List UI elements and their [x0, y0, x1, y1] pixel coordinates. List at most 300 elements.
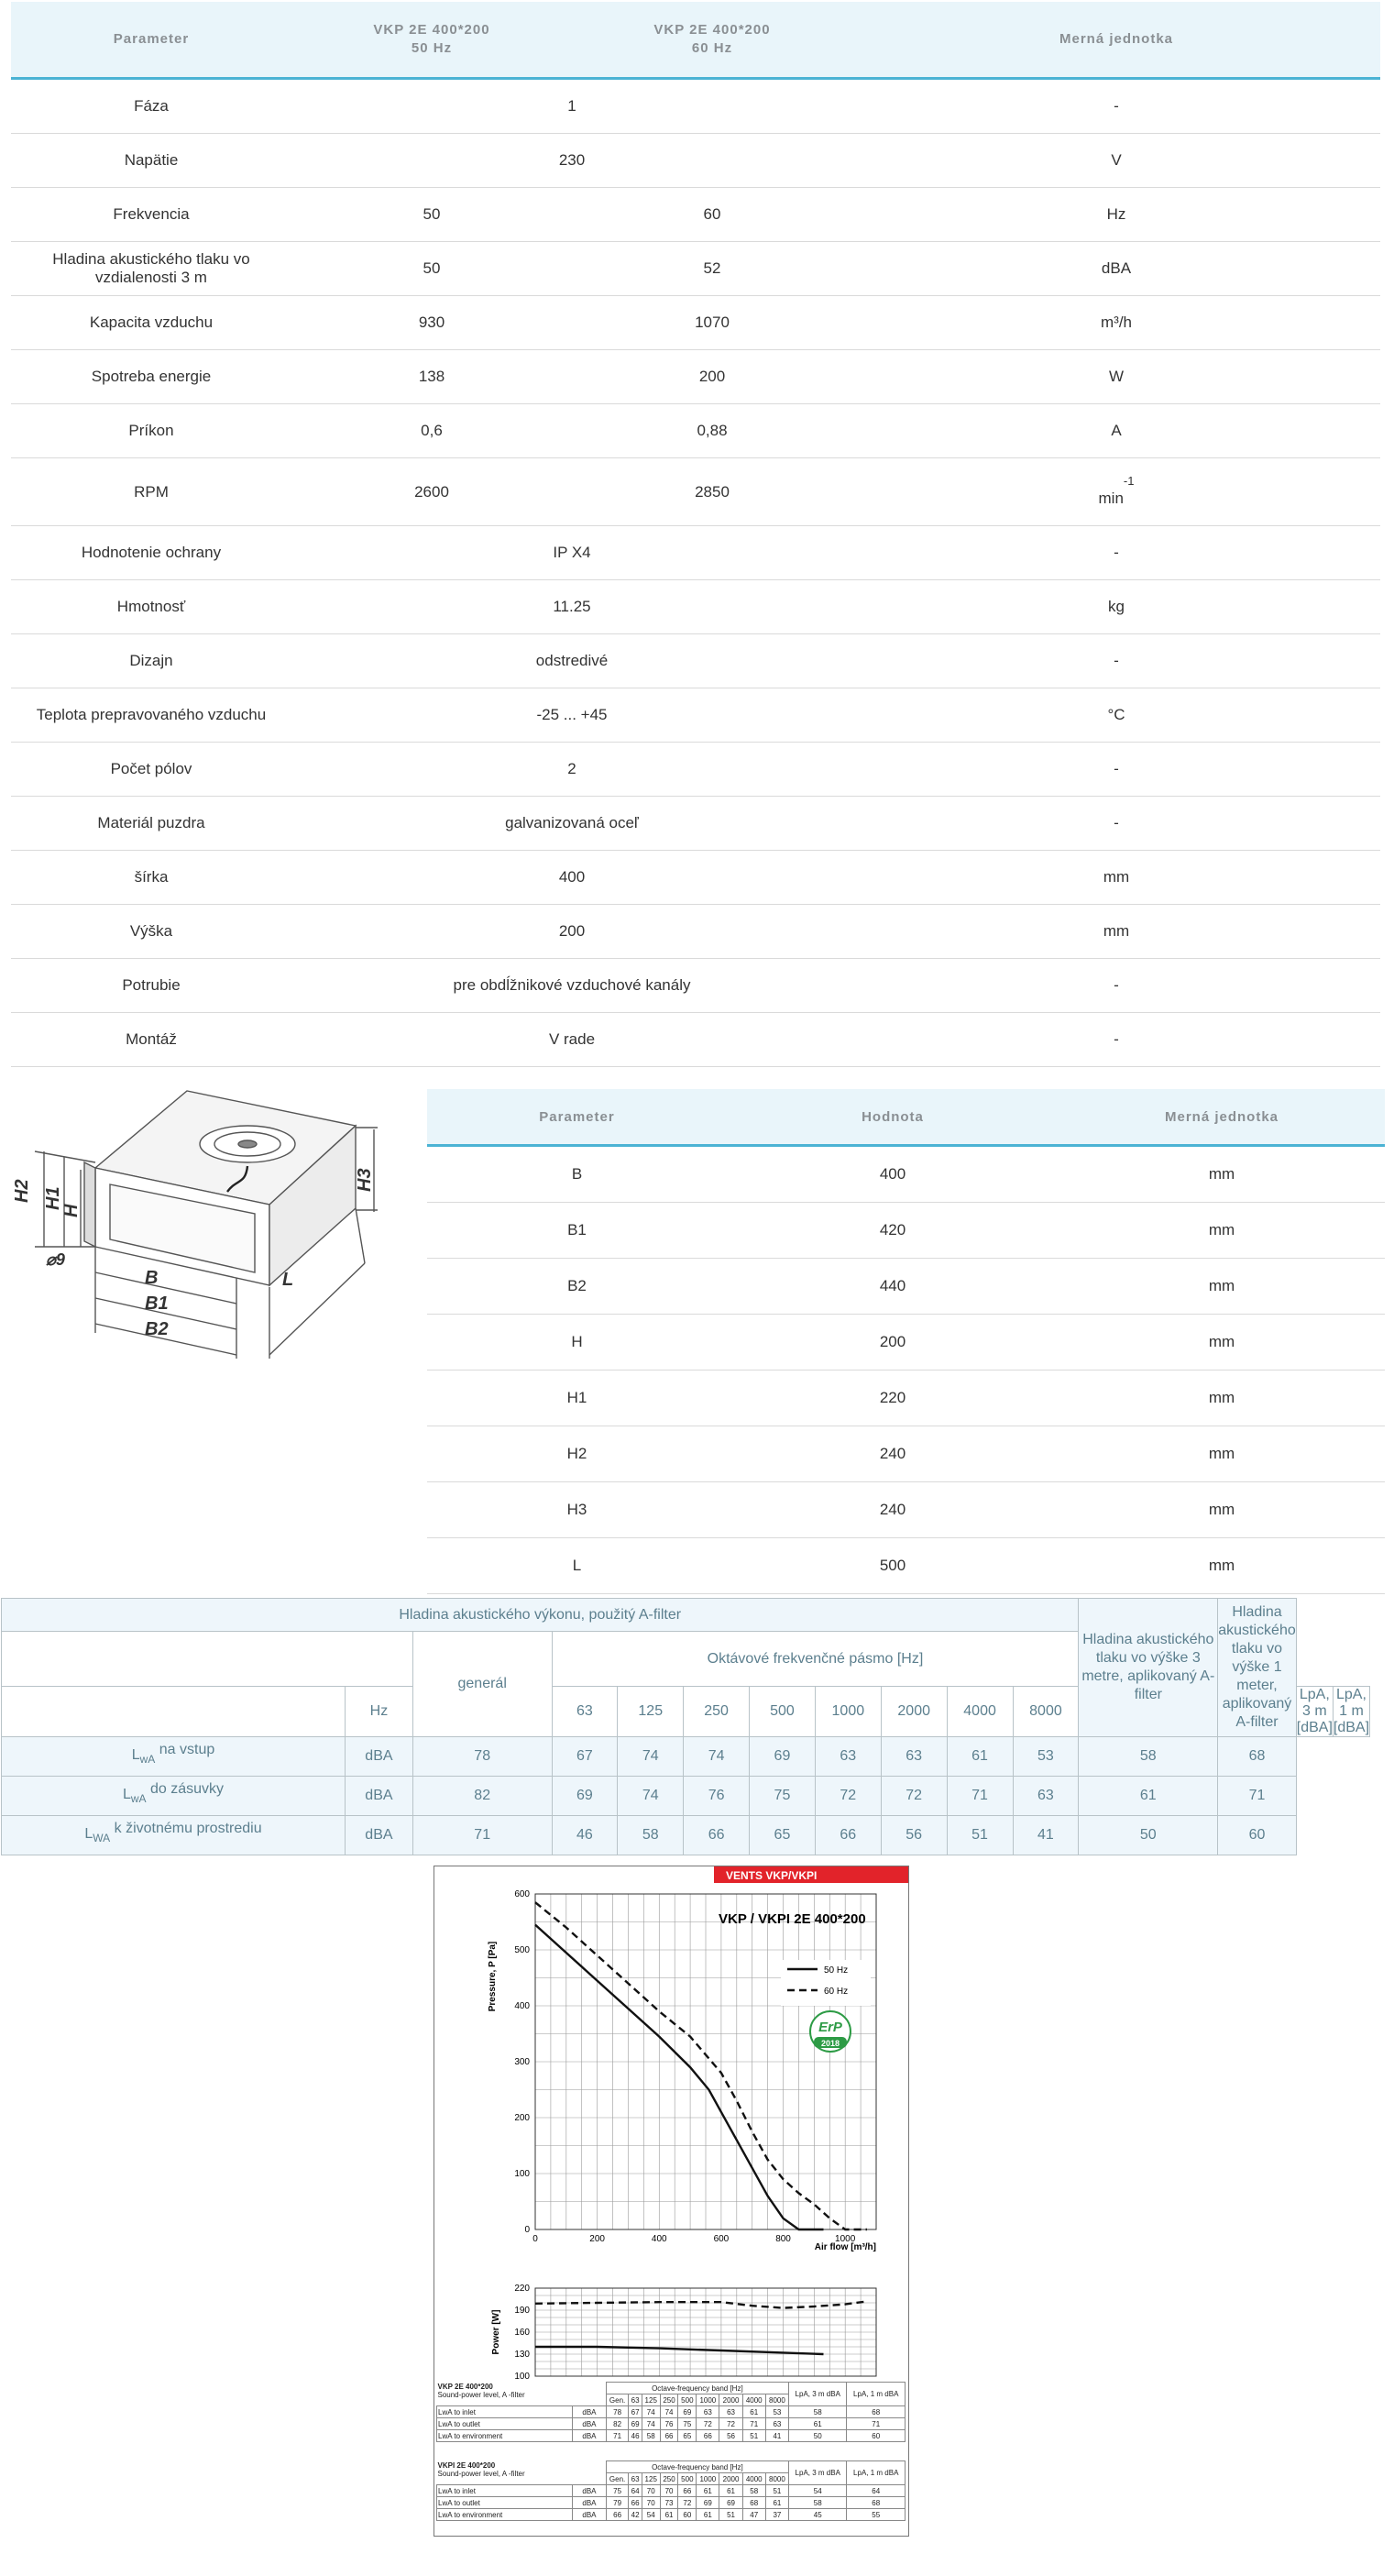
spec-value: 1	[291, 79, 852, 134]
spec-row	[11, 959, 1380, 1013]
dims-unit: mm	[1059, 1146, 1385, 1203]
mini-value: 61	[719, 2485, 742, 2497]
spec-row	[11, 634, 1380, 688]
acoustic-L: L	[131, 1746, 140, 1763]
power-axis-label: Power [W]	[491, 2309, 501, 2355]
spec-unit	[852, 905, 1380, 959]
mini-title	[437, 2383, 607, 2406]
spec-row	[11, 688, 1380, 743]
acoustic-lpa1-title: Hladina akustického tlaku vo výške 1 meter, aplikovaný A-filter	[1218, 1599, 1297, 1737]
acoustic-L-sub: WA	[93, 1832, 111, 1845]
series-line-60hz	[535, 1902, 867, 2229]
dims-unit: mm	[1059, 1426, 1385, 1482]
dims-row	[427, 1371, 1385, 1426]
acoustic-lpa1: 68	[1218, 1737, 1297, 1777]
mini-value: 82	[606, 2418, 629, 2430]
mini-value: 61	[742, 2406, 765, 2418]
mini-band: 8000	[765, 2473, 788, 2485]
spec-unit	[852, 797, 1380, 851]
mini-row-label: LwA to environment	[437, 2430, 573, 2442]
acoustic-band-value: 53	[1013, 1737, 1079, 1777]
mini-row-unit: dBA	[573, 2509, 607, 2521]
acoustic-lpa3-title: Hladina akustického tlaku vo výške 3 metre, aplikovaný A-filter	[1079, 1599, 1218, 1737]
acoustic-lpa3: 58	[1079, 1737, 1218, 1777]
spec-row	[11, 404, 1380, 458]
acoustic-band-value: 72	[815, 1777, 881, 1816]
mini-value: 63	[697, 2406, 719, 2418]
label-l: L	[282, 1270, 294, 1290]
spec-row	[11, 350, 1380, 404]
spec-value-60hz: 2850	[572, 458, 852, 526]
mini-row-label: LwA to inlet	[437, 2406, 573, 2418]
acoustic-row	[2, 1816, 1370, 1855]
dims-parameter: H2	[427, 1426, 727, 1482]
acoustic-band-value: 69	[750, 1737, 816, 1777]
mini-value: 51	[742, 2430, 765, 2442]
mini-value: 51	[765, 2485, 788, 2497]
mini-band: 500	[678, 2473, 697, 2485]
acoustic-band-header: 500	[750, 1687, 816, 1737]
acoustic-band-value: 46	[552, 1816, 618, 1855]
label-h3: H3	[355, 1168, 375, 1192]
mini-value: 70	[642, 2485, 660, 2497]
acoustic-generic: 71	[412, 1816, 552, 1855]
mini-value: 60	[678, 2509, 697, 2521]
dims-value: 400	[727, 1146, 1059, 1203]
dims-value: 240	[727, 1426, 1059, 1482]
spec-unit	[852, 851, 1380, 905]
mini-value: 71	[847, 2418, 906, 2430]
mini-value: 45	[789, 2509, 847, 2521]
mini-value: 71	[606, 2430, 629, 2442]
spec-value: V rade	[291, 1013, 852, 1067]
mini-row-unit: dBA	[573, 2485, 607, 2497]
mini-value: 74	[642, 2406, 660, 2418]
dims-parameter: H1	[427, 1371, 727, 1426]
mini-band: 8000	[765, 2394, 788, 2406]
mini-row-label: LwA to inlet	[437, 2485, 573, 2497]
dims-header-parameter: Parameter	[427, 1089, 727, 1146]
acoustic-band-header: 8000	[1013, 1687, 1079, 1737]
y-tick-label: 500	[514, 1945, 530, 1955]
dims-value: 500	[727, 1538, 1059, 1594]
spec-unit	[852, 242, 1380, 296]
acoustic-blank	[2, 1632, 413, 1687]
acoustic-band-value: 74	[684, 1737, 750, 1777]
mini-value: 69	[697, 2497, 719, 2509]
series-line-60hz	[535, 2301, 867, 2307]
spec-value: 230	[291, 134, 852, 188]
acoustic-band-value: 72	[881, 1777, 947, 1816]
spec-unit	[852, 296, 1380, 350]
spec-unit-text: A	[1111, 422, 1122, 439]
spec-unit	[852, 188, 1380, 242]
spec-row	[11, 296, 1380, 350]
spec-value-50hz: 50	[291, 188, 572, 242]
mini-band: 2000	[719, 2394, 742, 2406]
brand-text: VENTS VKP/VKPI	[726, 1869, 818, 1882]
acoustic-band-value: 58	[618, 1816, 684, 1855]
mini-value: 64	[847, 2485, 906, 2497]
spec-value-50hz: 0,6	[291, 404, 572, 458]
series-line-50hz	[535, 1925, 824, 2229]
mini-subtitle: Sound-power level, A -filter	[437, 2469, 525, 2478]
acoustic-band-header: 1000	[815, 1687, 881, 1737]
y-tick-label: 190	[514, 2306, 530, 2316]
mini-value: 65	[678, 2430, 697, 2442]
mini-value: 54	[789, 2485, 847, 2497]
acoustic-L: L	[122, 1786, 131, 1802]
y-tick-label: 220	[514, 2284, 530, 2294]
acoustic-generic: 82	[412, 1777, 552, 1816]
mini-value: 74	[660, 2406, 678, 2418]
mini-band: 1000	[697, 2473, 719, 2485]
dims-parameter: B1	[427, 1203, 727, 1259]
mini-octave-title: Octave-frequency band [Hz]	[606, 2461, 788, 2473]
spec-value: IP X4	[291, 526, 852, 580]
spec-label: Frekvencia	[11, 188, 291, 242]
x-tick-label: 0	[532, 2234, 538, 2244]
acoustic-lpa3: 50	[1079, 1816, 1218, 1855]
acoustic-row-label	[2, 1737, 346, 1777]
spec-unit-text: °C	[1107, 706, 1125, 723]
mini-value: 72	[678, 2497, 697, 2509]
spec-value: 400	[291, 851, 852, 905]
x-tick-label: 1000	[835, 2234, 856, 2244]
mini-lpa3: LpA, 3 m dBA	[789, 2383, 847, 2406]
mini-value: 78	[606, 2406, 629, 2418]
mini-table-vkp	[436, 2382, 906, 2442]
mini-value: 66	[697, 2430, 719, 2442]
mini-value: 75	[678, 2418, 697, 2430]
mini-octave-title: Octave-frequency band [Hz]	[606, 2383, 788, 2394]
spec-header-50hz	[291, 2, 572, 79]
mini-value: 68	[847, 2406, 906, 2418]
mini-lpa1: LpA, 1 m dBA	[847, 2461, 906, 2485]
mini-row	[437, 2430, 906, 2442]
spec-unit	[852, 350, 1380, 404]
acoustic-band-value: 76	[684, 1777, 750, 1816]
spec-unit-text: dBA	[1101, 259, 1132, 277]
spec-value-60hz: 60	[572, 188, 852, 242]
dims-row	[427, 1203, 1385, 1259]
y-tick-label: 100	[514, 2169, 530, 2179]
acoustic-band-value: 61	[947, 1737, 1013, 1777]
acoustic-band-value: 66	[684, 1816, 750, 1855]
mini-value: 41	[765, 2430, 788, 2442]
dims-value: 200	[727, 1315, 1059, 1371]
mini-row-unit: dBA	[573, 2406, 607, 2418]
acoustic-band-value: 41	[1013, 1816, 1079, 1855]
spec-row	[11, 526, 1380, 580]
mini-band: 250	[660, 2394, 678, 2406]
mini-row-label: LwA to outlet	[437, 2418, 573, 2430]
x-tick-label: 600	[713, 2234, 730, 2244]
acoustic-band-value: 63	[815, 1737, 881, 1777]
spec-unit-text: -	[1114, 1030, 1119, 1048]
mini-value: 63	[765, 2418, 788, 2430]
mini-lpa3: LpA, 3 m dBA	[789, 2461, 847, 2485]
acoustic-band-value: 71	[947, 1777, 1013, 1816]
chart-0	[514, 1889, 876, 2244]
spec-label: Výška	[11, 905, 291, 959]
mini-band: 250	[660, 2473, 678, 2485]
mini-band: 2000	[719, 2473, 742, 2485]
acoustic-unit: dBA	[346, 1777, 413, 1816]
spec-row	[11, 188, 1380, 242]
erp-badge-icon	[810, 2011, 851, 2052]
spec-header-60hz	[572, 2, 852, 79]
x-tick-label: 800	[775, 2234, 791, 2244]
acoustic-band-header: 250	[684, 1687, 750, 1737]
mini-value: 61	[765, 2497, 788, 2509]
acoustic-generic: 78	[412, 1737, 552, 1777]
spec-label: šírka	[11, 851, 291, 905]
spec-row	[11, 851, 1380, 905]
dimensions-table	[427, 1089, 1385, 1594]
spec-header-unit: Merná jednotka	[852, 2, 1380, 79]
spec-unit-sup: -1	[1123, 473, 1135, 488]
acoustic-band-header: 125	[618, 1687, 684, 1737]
mini-row-label: LwA to outlet	[437, 2497, 573, 2509]
label-b2: B2	[145, 1319, 169, 1339]
acoustic-lpa3-unit: LpA, 3 m [dBA]	[1296, 1687, 1333, 1735]
acoustic-band-header: 4000	[947, 1687, 1013, 1737]
mini-value: 56	[719, 2430, 742, 2442]
spec-value-50hz: 50	[291, 242, 572, 296]
x-tick-label: 200	[589, 2234, 605, 2244]
spec-label: Hladina akustického tlaku vo vzdialenosti 3 m	[11, 242, 291, 296]
acoustic-band-value: 69	[552, 1777, 618, 1816]
dims-parameter: H	[427, 1315, 727, 1371]
x-axis-label: Air flow [m³/h]	[814, 2242, 876, 2252]
label-h1: H1	[43, 1186, 63, 1210]
mini-row	[437, 2485, 906, 2497]
spec-value: 2	[291, 743, 852, 797]
acoustic-unit: dBA	[346, 1816, 413, 1855]
mini-value: 66	[660, 2430, 678, 2442]
y-axis-label: Pressure, P [Pa]	[488, 1941, 498, 2012]
y-tick-label: 130	[514, 2350, 530, 2360]
mini-value: 79	[606, 2497, 629, 2509]
mini-band: 4000	[742, 2394, 765, 2406]
y-tick-label: 300	[514, 2057, 530, 2067]
spec-unit	[852, 580, 1380, 634]
mini-value: 55	[847, 2509, 906, 2521]
x-tick-label: 400	[651, 2234, 667, 2244]
dims-parameter: H3	[427, 1482, 727, 1538]
spec-row	[11, 242, 1380, 296]
dims-value: 240	[727, 1482, 1059, 1538]
spec-unit-text: -	[1114, 760, 1119, 777]
spec-value: -25 ... +45	[291, 688, 852, 743]
spec-label: Potrubie	[11, 959, 291, 1013]
mini-row	[437, 2406, 906, 2418]
mini-value: 58	[789, 2497, 847, 2509]
label-h2: H2	[12, 1179, 32, 1203]
mini-subtitle: Sound-power level, A -filter	[437, 2390, 525, 2399]
y-tick-label: 200	[514, 2113, 530, 2123]
dims-value: 440	[727, 1259, 1059, 1315]
spec-value-50hz: 2600	[291, 458, 572, 526]
performance-chart	[434, 1866, 908, 2380]
mini-value: 72	[719, 2418, 742, 2430]
spec-value: galvanizovaná oceľ	[291, 797, 852, 851]
spec-value-50hz: 930	[291, 296, 572, 350]
y-tick-label: 100	[514, 2372, 530, 2380]
acoustic-body	[2, 1737, 1370, 1855]
spec-header-60hz-freq: 60 Hz	[691, 40, 733, 56]
performance-chart-panel	[434, 1866, 909, 2537]
dims-row	[427, 1538, 1385, 1594]
mini-row	[437, 2418, 906, 2430]
acoustic-generic-header: generál	[412, 1632, 552, 1737]
mini-value: 66	[606, 2509, 629, 2521]
mini-row	[437, 2497, 906, 2509]
dims-unit: mm	[1059, 1203, 1385, 1259]
spec-value: odstredivé	[291, 634, 852, 688]
dims-row	[427, 1426, 1385, 1482]
acoustic-row	[2, 1737, 1370, 1777]
mini-value: 54	[642, 2509, 660, 2521]
mini-value: 67	[629, 2406, 642, 2418]
acoustic-lpa1: 60	[1218, 1816, 1297, 1855]
dims-value: 420	[727, 1203, 1059, 1259]
spec-unit-text: kg	[1108, 598, 1125, 615]
mini-value: 66	[629, 2497, 642, 2509]
acoustic-label-text: do zásuvky	[146, 1780, 225, 1797]
acoustic-L-sub: wA	[139, 1753, 156, 1767]
mini-band: 125	[642, 2394, 660, 2406]
spec-row	[11, 797, 1380, 851]
spec-header-50hz-model: VKP 2E 400*200	[373, 22, 490, 38]
spec-unit-text: mm	[1103, 922, 1130, 940]
spec-unit	[852, 1013, 1380, 1067]
spec-value: pre obdĺžnikové vzduchové kanály	[291, 959, 852, 1013]
erp-year: 2018	[820, 2039, 840, 2048]
acoustic-band-value: 74	[618, 1777, 684, 1816]
spec-unit-text: m³/h	[1101, 314, 1132, 331]
acoustic-band-value: 63	[1013, 1777, 1079, 1816]
mini-value: 71	[742, 2418, 765, 2430]
mini-value: 70	[660, 2485, 678, 2497]
acoustic-band-value: 67	[552, 1737, 618, 1777]
spec-row	[11, 458, 1380, 526]
mini-value: 53	[765, 2406, 788, 2418]
acoustic-label-text: na vstup	[155, 1741, 215, 1757]
acoustic-octave-title: Oktávové frekvenčné pásmo [Hz]	[552, 1632, 1079, 1687]
spec-value-50hz: 138	[291, 350, 572, 404]
spec-label: Hmotnosť	[11, 580, 291, 634]
dims-header-value: Hodnota	[727, 1089, 1059, 1146]
mini-title-text: VKP 2E 400*200	[437, 2382, 493, 2391]
mini-lpa1: LpA, 1 m dBA	[847, 2383, 906, 2406]
acoustic-row-label	[2, 1816, 346, 1855]
spec-unit-text: Hz	[1106, 205, 1126, 223]
spec-unit-text: -	[1114, 544, 1119, 561]
spec-value-60hz: 52	[572, 242, 852, 296]
spec-row	[11, 134, 1380, 188]
dims-parameter: B2	[427, 1259, 727, 1315]
label-b1: B1	[145, 1294, 169, 1314]
acoustic-label-text: k životnému prostrediu	[110, 1820, 262, 1836]
spec-label: Fáza	[11, 79, 291, 134]
acoustic-band-value: 56	[881, 1816, 947, 1855]
mini-value: 69	[678, 2406, 697, 2418]
mini-title	[437, 2461, 607, 2485]
spec-body	[11, 79, 1380, 1067]
mini-value: 50	[789, 2430, 847, 2442]
mini-row-label: LwA to environment	[437, 2509, 573, 2521]
spec-unit-text: -	[1114, 652, 1119, 669]
spec-unit	[852, 134, 1380, 188]
mini-value: 66	[678, 2485, 697, 2497]
mini-table-vkpi	[436, 2460, 906, 2521]
dims-body	[427, 1146, 1385, 1594]
mini-row	[437, 2509, 906, 2521]
mini-title-text: VKPI 2E 400*200	[437, 2460, 496, 2470]
acoustic-lpa1: 71	[1218, 1777, 1297, 1816]
acoustic-band-value: 75	[750, 1777, 816, 1816]
mini-value: 61	[697, 2485, 719, 2497]
acoustic-lpa1-unit: LpA, 1 m [dBA]	[1333, 1687, 1370, 1735]
mini-value: 69	[719, 2497, 742, 2509]
dims-row	[427, 1315, 1385, 1371]
dims-parameter: B	[427, 1146, 727, 1203]
y-tick-label: 160	[514, 2328, 530, 2338]
dims-unit: mm	[1059, 1259, 1385, 1315]
acoustic-blank-2	[2, 1687, 346, 1737]
spec-label: Dizajn	[11, 634, 291, 688]
mini-band: 63	[629, 2394, 642, 2406]
mini-header-row	[437, 2461, 906, 2473]
mini-value: 68	[742, 2497, 765, 2509]
spec-label: Teplota prepravovaného vzduchu	[11, 688, 291, 743]
spec-value: 11.25	[291, 580, 852, 634]
mini-value: 51	[719, 2509, 742, 2521]
dims-unit: mm	[1059, 1482, 1385, 1538]
spec-header-parameter: Parameter	[11, 2, 291, 79]
mini-value: 60	[847, 2430, 906, 2442]
mini-value: 74	[642, 2418, 660, 2430]
spec-unit	[852, 458, 1380, 526]
dims-unit: mm	[1059, 1538, 1385, 1594]
spec-label: Materiál puzdra	[11, 797, 291, 851]
acoustic-band-header: 63	[552, 1687, 618, 1737]
spec-row	[11, 743, 1380, 797]
mini-value: 58	[642, 2430, 660, 2442]
acoustic-L-sub: wA	[130, 1792, 147, 1806]
legend-label-50hz: 50 Hz	[824, 1965, 849, 1976]
acoustic-band-value: 63	[881, 1737, 947, 1777]
mini-row-unit: dBA	[573, 2418, 607, 2430]
spec-value-60hz: 200	[572, 350, 852, 404]
y-tick-label: 400	[514, 2001, 530, 2011]
mini-value: 37	[765, 2509, 788, 2521]
spec-value-60hz: 1070	[572, 296, 852, 350]
acoustic-hz: Hz	[346, 1687, 413, 1737]
mini-value: 73	[660, 2497, 678, 2509]
spec-unit	[852, 688, 1380, 743]
mini-value: 46	[629, 2430, 642, 2442]
label-hole: ⌀9	[46, 1250, 65, 1269]
spec-row	[11, 905, 1380, 959]
mini-value: 58	[742, 2485, 765, 2497]
spec-header-60hz-model: VKP 2E 400*200	[653, 22, 771, 38]
spec-label: RPM	[11, 458, 291, 526]
mini-value: 69	[629, 2418, 642, 2430]
spec-value: 200	[291, 905, 852, 959]
